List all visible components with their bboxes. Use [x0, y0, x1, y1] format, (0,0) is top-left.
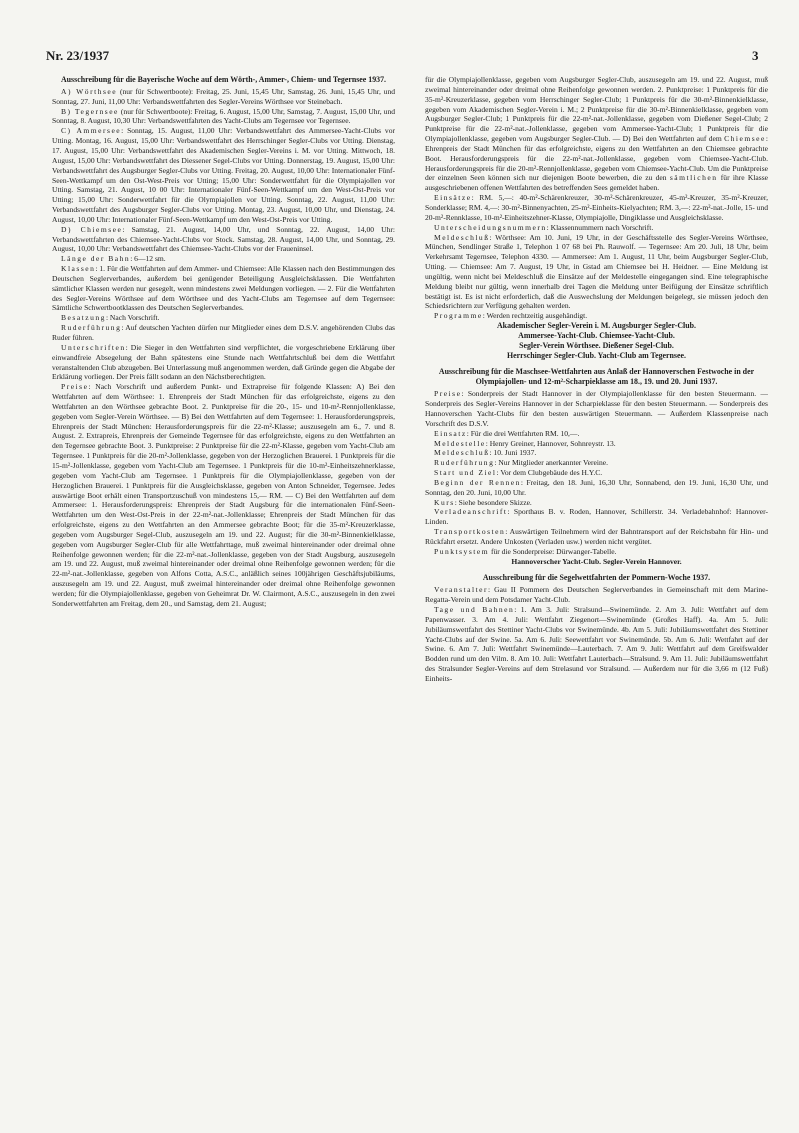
left-column	[52, 75, 395, 1117]
signatures	[52, 343, 395, 382]
maschsee-start-finish	[425, 468, 768, 478]
right-column	[425, 75, 768, 1117]
maschsee-transport-costs-text: : Auswärtigen Teilnehmern wird der Bahntransport auf der Reichsbahn für Hin- und Rückfahrt ersetzt. Andere Unkosten (Verladen usw.) werden nicht vergütet.	[425, 527, 768, 546]
maschsee-title: Ausschreibung für die Maschsee-Wettfahrten aus Anlaß der Hannoverschen Festwoche in der Olympiajollen- und 12-m²-Scharpieklasse am 18., 19. und 20. Juni 1937.	[438, 367, 755, 387]
signatures-text: : Die Sieger in den Wettfahrten sind verpflichtet, die vorgeschriebene Erklärung über einwandfreie Absegelung der Bahn spätestens eine Stunde nach Wettfahrtschluß bei dem die Wettfahrt veranstaltenden Club abzugeben. Bei Unterlassung muß angenommen werden, daß Gründe gegen die Abgabe der Erklärung vorliegen. Der Preis fällt sodann an den Nächstberechtigten.	[52, 342, 395, 382]
programmes	[425, 311, 768, 321]
maschsee-course	[425, 498, 768, 508]
prizes-text: : Nach Vorschrift und außerdem Punkt- und Extrapreise für folgende Klassen: A) Bei den Wettfahrten auf dem Wörthsee: 1. Ehrenpreis der Stadt München für das erfolgreichste, eigens zu den Wettfahrten an den Wörthsee gebrachte Boot. 2. Punktpreise für die 20-, 15- und 10-m²-Rennjollenklasse, gegeben vom Segler-Verein Wörthsee. — B) Bei den Wettfahrten auf dem Tegernsee: 1. Herausforderungspreis, Ehrenpreis der Stadt München: Herausforderungspreis für die 22-m²-Klasse; auszusegeln am 6., 7. und 8. August. 2. Extrapreis, Ehrenpreis der Gemeinde Tegernsee für das erfolgreichste, eigens zu den Wettfahrten an den Tegernsee gebrachte Boot. 3. Punktpreise: 2 Punktpreise für die 22-m²-Klasse, gegeben vom Yacht-Club am Tegernsee. 1 Punktpreis für die 20-m²-Jollenklasse, gegeben von der Herzoglichen Brauerei. 1 Punktpreis für die 15-m²-Jollenklasse, gegeben vom Yacht-Club am Tegernsee. 1 Punktpreis für die 10-m²-Einheitszehnerklasse, gegeben vom Yacht-Club am Tegernsee. 1 Punktpreis für die Olympiajollenklasse, gegeben von der Herzoglichen Brauerei. 1 Punktpreis für die Ausgleichsklasse, gegeben von Anton Schneider, Tegernsee. Jedes auswärtige Boot erhält einen Transportzuschuß von mindestens 15,— RM. — C) Bei den Wettfahrten auf dem Ammersee: 1. Herausforderungspreis: Ehrenpreis der Stadt Augsburg für die internationalen Fünf-Seen-Wettfahrten um den West-Ost-Preis in der 22-m²-nat.-Jollenklasse; Ehrenpreis der Stadt München für das erfolgreichste, eigens zu den Wettfahrten an den Ammersee gebrachte Boot; für die 35-m²-Kreuzerklasse, gegeben vom Augsburger Segel-Club, auszusegeln am 19. und 22. August; für die 30-m²-Binnenkielklasse, gegeben vom Augsburger Segler-Club für alle Wettfahrttage, muß zweimal hintereinander oder dreimal ohne Reihenfolge gewonnen werden; für die 22-m²-nat.-Jollenklasse, gegeben von der Stadt Augsburg, auszusegeln am 19. und 22. August, muß zweimal hintereinander oder dreimal ohne Reihenfolge gewonnen werden; für die 22-m²-nat.-Jollenklasse, gegeben von Alfons Cotta, A.S.C., anläßlich seines 100jährigen Geschäftsjubiläums, auszusegeln am 19. und 22. August, muß zweimal hintereinander oder dreimal ohne Reihenfolge gewonnen werden; für die Olympiajollenklasse, gegeben von Geheimrat Dr. W. Clairmont, A.S.C., auszusegeln in den zwei Sonderwettfahrten am Freitag, dem 20., und Samstag, dem 21. August;	[52, 382, 395, 608]
classes-text: : 1. Für die Wettfahrten auf dem Ammer- und Chiemsee: Alle Klassen nach den Bestimmungen des Deutschen Seglerverbandes, außerdem bei genügender Beteiligung Ausgleichsklassen. Die Wettfahrten sämtlicher Klassen werden nur gesegelt, wenn mindestens zwei Meldungen vorliegen. — 2. Für die Wettfahrten des Segler-Vereins Wörthsee auf dem Wörthsee und des Yacht-Clubs am Tegernsee auf dem Tegernsee: Sämtliche Schwertbootklassen des Deutschen Seglerverbandes.	[52, 264, 395, 313]
maschsee-helmsmanship-text: : Nur Mitglieder anerkannter Vereine.	[494, 458, 608, 468]
section-b-label: B) Tegernsee	[61, 106, 119, 116]
page-number: 3	[752, 48, 759, 63]
prizes-continued-text: für die Olympiajollenklasse, gegeben vom Augsburger Segler-Club, auszusegeln am 19. und 22. August, muß zweimal hintereinander oder dreimal ohne Reihenfolge gewonnen werden. 2. Punktpreise: 1 Punktpreis für die 35-m²-Kreuzerklasse, gegeben vom Herrschinger Segler-Club; 1 Punktpreis für die 30-m²-Binnenkielklasse, gegeben vom Akademischen Segler-Verein i. M.; 2 Punktpreise für die 30-m²-Binnenkielklasse, gegeben vom Augsburger Segler-Club; 1 Punktpreis für die 22-m²-nat.-Jollenklasse, gegeben vom Dießener Segel-Club; 2 Punktpreise für die 22-m²-nat.-Jollenklasse, gegeben vom Ammersee-Yacht-Club; 1 Punktpreis für die Olympiajollenklasse, gegeben vom Augsburger Segler-Club. — D) Bei den Wettfahrten auf dem	[425, 75, 768, 144]
club-line: Akademischer Segler-Verein i. M. Augsburger Segler-Club.	[496, 321, 696, 331]
entry-fees	[425, 193, 768, 223]
prizes-continued	[425, 75, 768, 193]
pommern-days-courses-label: Tage und Bahnen	[434, 605, 515, 615]
maschsee-deadline	[425, 448, 768, 458]
classes	[52, 264, 395, 313]
course-length-label: Länge der Bahn	[61, 254, 131, 264]
section-c-text: : Sonntag, 15. August, 11,00 Uhr: Verbandswettfahrt des Ammersee-Yacht-Clubs vor Utting. Montag, 16. August, 15,00 Uhr: Verbandswettfahrt des Herrschinger Segler-Clubs vor Utting. Dienstag, 17. August, 15,00 Uhr: Verbandswettfahrt des Akademischen Segler-Vereins i. M. vor Utting. Mittwoch, 18. August, 15,00 Uhr: Verbandswettfahrt des Diessener Segel-Clubs vor Utting. Donnerstag, 19. August, 15,00 Uhr: Verbandswettfahrt des Augsburger Segler-Clubs vor Utting. Freitag, 20. August, 10,00 Uhr: Internationaler Fünf-Seen-Wettkampf um den Ost-West-Preis vor Utting; 15,00 Uhr: Sonderwettfahrt für die Olympiajollen vor Utting. Samstag, 21. August, 10 00 Uhr: Internationaler Fünf-Seen-Wettkampf um den West-Ost-Preis vor Utting; 15,00 Uhr: Sonderwettfahrt für die Olympiajollen vor Utting. Sonntag, 22. August, 11,00 Uhr: Verbandswettfahrt des Augsburger Segler-Clubs vor Utting. Montag, 23. August, 10,00 Uhr, und Dienstag, 24. August, 10,00 Uhr: Internationaler Fünf-Seen-Wettkampf um den West-Ost-Preis vor Utting.	[52, 126, 395, 224]
helmsmanship	[52, 323, 395, 343]
sail-numbers-label: Unterscheidungsnummern	[434, 222, 547, 232]
pommern-organizer	[425, 585, 768, 605]
maschsee-entry-office-label: Meldestelle	[434, 438, 486, 448]
club-line: Segler-Verein Wörthsee. Dießener Segel-Club.	[519, 340, 674, 350]
section-c-label: C) Ammersee	[61, 126, 122, 136]
prizes	[52, 382, 395, 608]
maschsee-start-finish-text: : Vor dem Clubgebäude des H.Y.C.	[496, 468, 603, 478]
chiemsee-word: Chiemsee	[724, 134, 766, 144]
entry-fees-label: Einsätze	[434, 193, 472, 203]
maschsee-prizes	[425, 389, 768, 428]
maschsee-point-system-text: für die Sonderpreise: Dürwanger-Tabelle.	[489, 546, 617, 556]
maschsee-shipping-address-text: : Sporthaus B. v. Roden, Hannover, Schillerstr. 34. Verladebahnhof: Hannover-Linden.	[425, 507, 768, 527]
section-a-woerthsee	[52, 87, 395, 107]
maschsee-deadline-label: Meldeschluß	[434, 448, 490, 458]
section-d-label: D) Chiemsee	[61, 224, 123, 234]
course-length-text: : 6—12 sm.	[130, 254, 166, 264]
maschsee-course-text: : Siehe besondere Skizze.	[454, 497, 532, 507]
helmsmanship-label: Ruderführung	[61, 323, 122, 333]
crew-label: Besatzung	[61, 313, 106, 323]
maschsee-fee	[425, 429, 768, 439]
section-d-text: : Samstag, 21. August, 14,00 Uhr, und Sonntag, 22. August, 14,00 Uhr: Verbandswettfahrten des Chiemsee-Yacht-Clubs vor Stock. Samstag, 28. August, 14,00 Uhr, und Sonntag, 29. August, 10,00 Uhr: Verbandswettfahrt des Chiemsee-Yacht-Clubs vor der Fraueninsel.	[52, 224, 395, 254]
maschsee-prizes-text: : Sonderpreis der Stadt Hannover in der Olympiajollenklasse für den besten Steuermann. — Sonderpreis des Segler-Vereins Hannover in der Scharpieklasse für den besten Steuermann. — Sonderpreis des Hannoverschen Yacht-Clubs für den besten auswärtigen Steuermann. — Außerdem Klassenpreise nach Vorschrift des D.S.V.	[425, 389, 768, 428]
entry-deadline-label: Meldeschluß	[434, 232, 490, 242]
maschsee-transport-costs-label: Transportkosten	[434, 527, 506, 537]
section-d-chiemsee	[52, 225, 395, 255]
issue-number: Nr. 23/1937	[46, 48, 110, 63]
maschsee-organizers: Hannoverscher Yacht-Club. Segler-Verein Hannover.	[511, 556, 682, 566]
maschsee-race-start-label: Beginn der Rennen	[434, 477, 521, 487]
maschsee-transport-costs	[425, 527, 768, 547]
pommern-organizer-label: Veranstalter	[434, 585, 489, 595]
section-a-text: (nur für Schwertboote): Freitag, 25. Juni, 15,45 Uhr, Samstag, 26. Juni, 15,45 Uhr, und Sonntag, 27. Juni, 11,00 Uhr: Verbandswettfahrten des Segler-Vereins Wörthsee vor Steinebach.	[52, 86, 395, 106]
prizes-continued-text-2: : Ehrenpreis der Stadt München für das erfolgreichste, eigens zu den Wettfahrten an den Chiemsee gebrachte Boot. Herausforderungspreis für die 22-m²-nat.-Jollenklasse, gegeben vom Chiemsee-Yacht-Club. Herausforderungspreis für die 20-m²-Rennjollenklasse, gegeben vom Chiemsee-Yacht-Club. Um die Punktpreise der einzelnen Seen können sich nur diejenigen Boote bewerben, die zu den	[425, 134, 768, 183]
pommern-title: Ausschreibung für die Segelwettfahrten der Pommern-Woche 1937.	[482, 573, 711, 583]
course-length	[52, 254, 395, 264]
bavarian-week-title: Ausschreibung für die Bayerische Woche auf dem Wörth-, Ammer-, Chiem- und Tegernsee 1937.	[60, 75, 387, 84]
maschsee-course-label: Kurs	[434, 497, 455, 507]
helmsmanship-text: : Auf deutschen Yachten dürfen nur Mitglieder eines dem D.S.V. angehörenden Clubs das Ruder führen.	[52, 323, 395, 342]
saemtlichen-word: sämtlichen	[669, 173, 718, 183]
sail-numbers	[425, 223, 768, 233]
programmes-label: Programme	[434, 311, 483, 321]
entry-fees-text: : RM. 5,—: 40-m²-Schärenkreuzer, 30-m²-Schärenkreuzer, 45-m²-Kreuzer, 35-m²-Kreuzer, Sonderklasse; RM. 4,—: 30-m²-Binnenyachten, 25-m²-Einheits-Kielyachten; RM. 3,—: 22-m²-nat.-Jolle, 15- und 20-m²-Rennklasse, 10-m²-Einheitszehner-Klasse, Olympiajolle, Dingiklasse und Ausgleichsklasse.	[425, 193, 768, 222]
crew-text: : Nach Vorschrift.	[105, 313, 160, 323]
sail-numbers-text: : Klassennummern nach Vorschrift.	[546, 222, 654, 232]
maschsee-prizes-label: Preise	[434, 389, 462, 399]
signatures-label: Unterschriften	[61, 342, 126, 352]
maschsee-start-finish-label: Start und Ziel	[434, 468, 497, 478]
section-a-label: A) Wörthsee	[61, 86, 118, 96]
maschsee-shipping-address	[425, 507, 768, 527]
maschsee-point-system	[425, 547, 768, 557]
programmes-text: : Werden rechtzeitig ausgehändigt.	[482, 311, 588, 321]
maschsee-shipping-address-label: Verladeanschrift	[434, 507, 508, 517]
entry-deadline-text: : Wörthsee: Am 10. Juni, 19 Uhr, in der Geschäftsstelle des Segler-Vereins Wörthsee, München, Sendlinger Straße 1, Telephon 1 07 68 bei Ph. Rauwolf. — Tegernsee: Am 20. Juli, 18 Uhr, beim Verkehrsamt Tegernsee, Telephon 4330. — Ammersee: Am 1. August, 11 Uhr, beim Augsburger Segler-Club, Utting. — Chiemsee: Am 7. August, 19 Uhr, in Gstad am Chiemsee bei H. Heidner. — Eine Meldung ist ungültig, wenn nicht bei Meldeschluß die Einsätze auf der Meldestelle eingegangen sind. Eine telegraphische Meldung bleibt nur gültig, wenn innerhalb drei Tagen die Meldung unter Beifügung der Einsätze schriftlich bestätigt ist. Es ist nicht erforderlich, daß die Auswechslung der Meldungen beigelegt, sie müssen jedoch den Schiedsrichtern zur Verfügung gehalten werden.	[425, 232, 768, 311]
pommern-days-courses-text: : 1. Am 3. Juli: Stralsund—Swinemünde. 2. Am 3. Juli: Wettfahrt auf dem Papenwasser. 3. Am 4. Juli: Wettfahrt Ziegenort—Swinemünde (Großes Haff). 4a. Am 5. Juli: Jubiläumswettfahrt des Stettiner Yacht-Clubs vor Swinemünde. 4b. Am 5. Juli: Jubiläumswettfahrt des Stettiner Yacht-Clubs auf der Swine. 5a. Am 6. Juli: Seewettfahrt vor Swinemünde. 5b. Am 6. Juli: Wettfahrt auf der Swine. 6. Am 7. Juli: Wettfahrt Swinemünde—Lauterbach. 7. Am 9. Juli: Wettfahrt auf dem Greifswalder Bodden rund um den Vilm. 8. Am 10. Juli: Wettfahrt Lauterbach—Stralsund. 9. Am 11. Juli: Jubiläumswettfahrt des Stralsunder Segler-Vereins auf dem Strelasund vor Stralsund. — Außerdem nur für die 3,66 m (12 Fuß) Einheits-	[425, 605, 768, 683]
maschsee-helmsmanship-label: Ruderführung	[434, 458, 495, 468]
prizes-continued-text-3: für ihre Klasse ausgeschriebenen offenen Wettfahrten des betreffenden Sees gemeldet haben.	[425, 173, 768, 193]
maschsee-entry-office	[425, 439, 768, 449]
maschsee-helmsmanship	[425, 458, 768, 468]
maschsee-fee-text: : Für die drei Wettfahrten RM. 10,—.	[466, 428, 580, 438]
section-b-tegernsee	[52, 107, 395, 127]
entry-deadline	[425, 233, 768, 312]
maschsee-race-start-text: : Freitag, den 18. Juni, 16,30 Uhr, Sonnabend, den 19. Juni, 16,30 Uhr, und Sonntag, den 20. Juni, 10,00 Uhr.	[425, 477, 768, 497]
crew	[52, 313, 395, 323]
maschsee-deadline-text: : 10. Juni 1937.	[489, 448, 537, 458]
classes-label: Klassen	[61, 264, 96, 274]
club-line: Herrschinger Segler-Club. Yacht-Club am Tegernsee.	[507, 350, 686, 360]
maschsee-fee-label: Einsatz	[434, 428, 467, 438]
section-b-text: (nur für Schwertboote): Freitag, 6. August, 15,00 Uhr, Samstag, 7. August, 15,00 Uhr, und Sonntag, 8. August, 10,30 Uhr: Verbandswettfahrten des Yacht-Clubs am Tegernsee vor Tegernsee.	[52, 106, 395, 126]
prizes-label: Preise	[61, 382, 89, 392]
maschsee-entry-office-text: : Henry Greiner, Hannover, Sohnreystr. 13.	[485, 438, 616, 448]
pommern-organizer-text: : Gau II Pommern des Deutschen Seglerverbandes in Gemeinschaft mit dem Marine-Regatta-Verein und dem Potsdamer Yacht-Club.	[425, 585, 768, 605]
club-line: Ammersee-Yacht-Club. Chiemsee-Yacht-Club.	[518, 330, 675, 340]
section-c-ammersee	[52, 126, 395, 224]
maschsee-point-system-label: Punktsystem	[434, 546, 490, 556]
maschsee-race-start	[425, 478, 768, 498]
pommern-days-courses	[425, 605, 768, 684]
